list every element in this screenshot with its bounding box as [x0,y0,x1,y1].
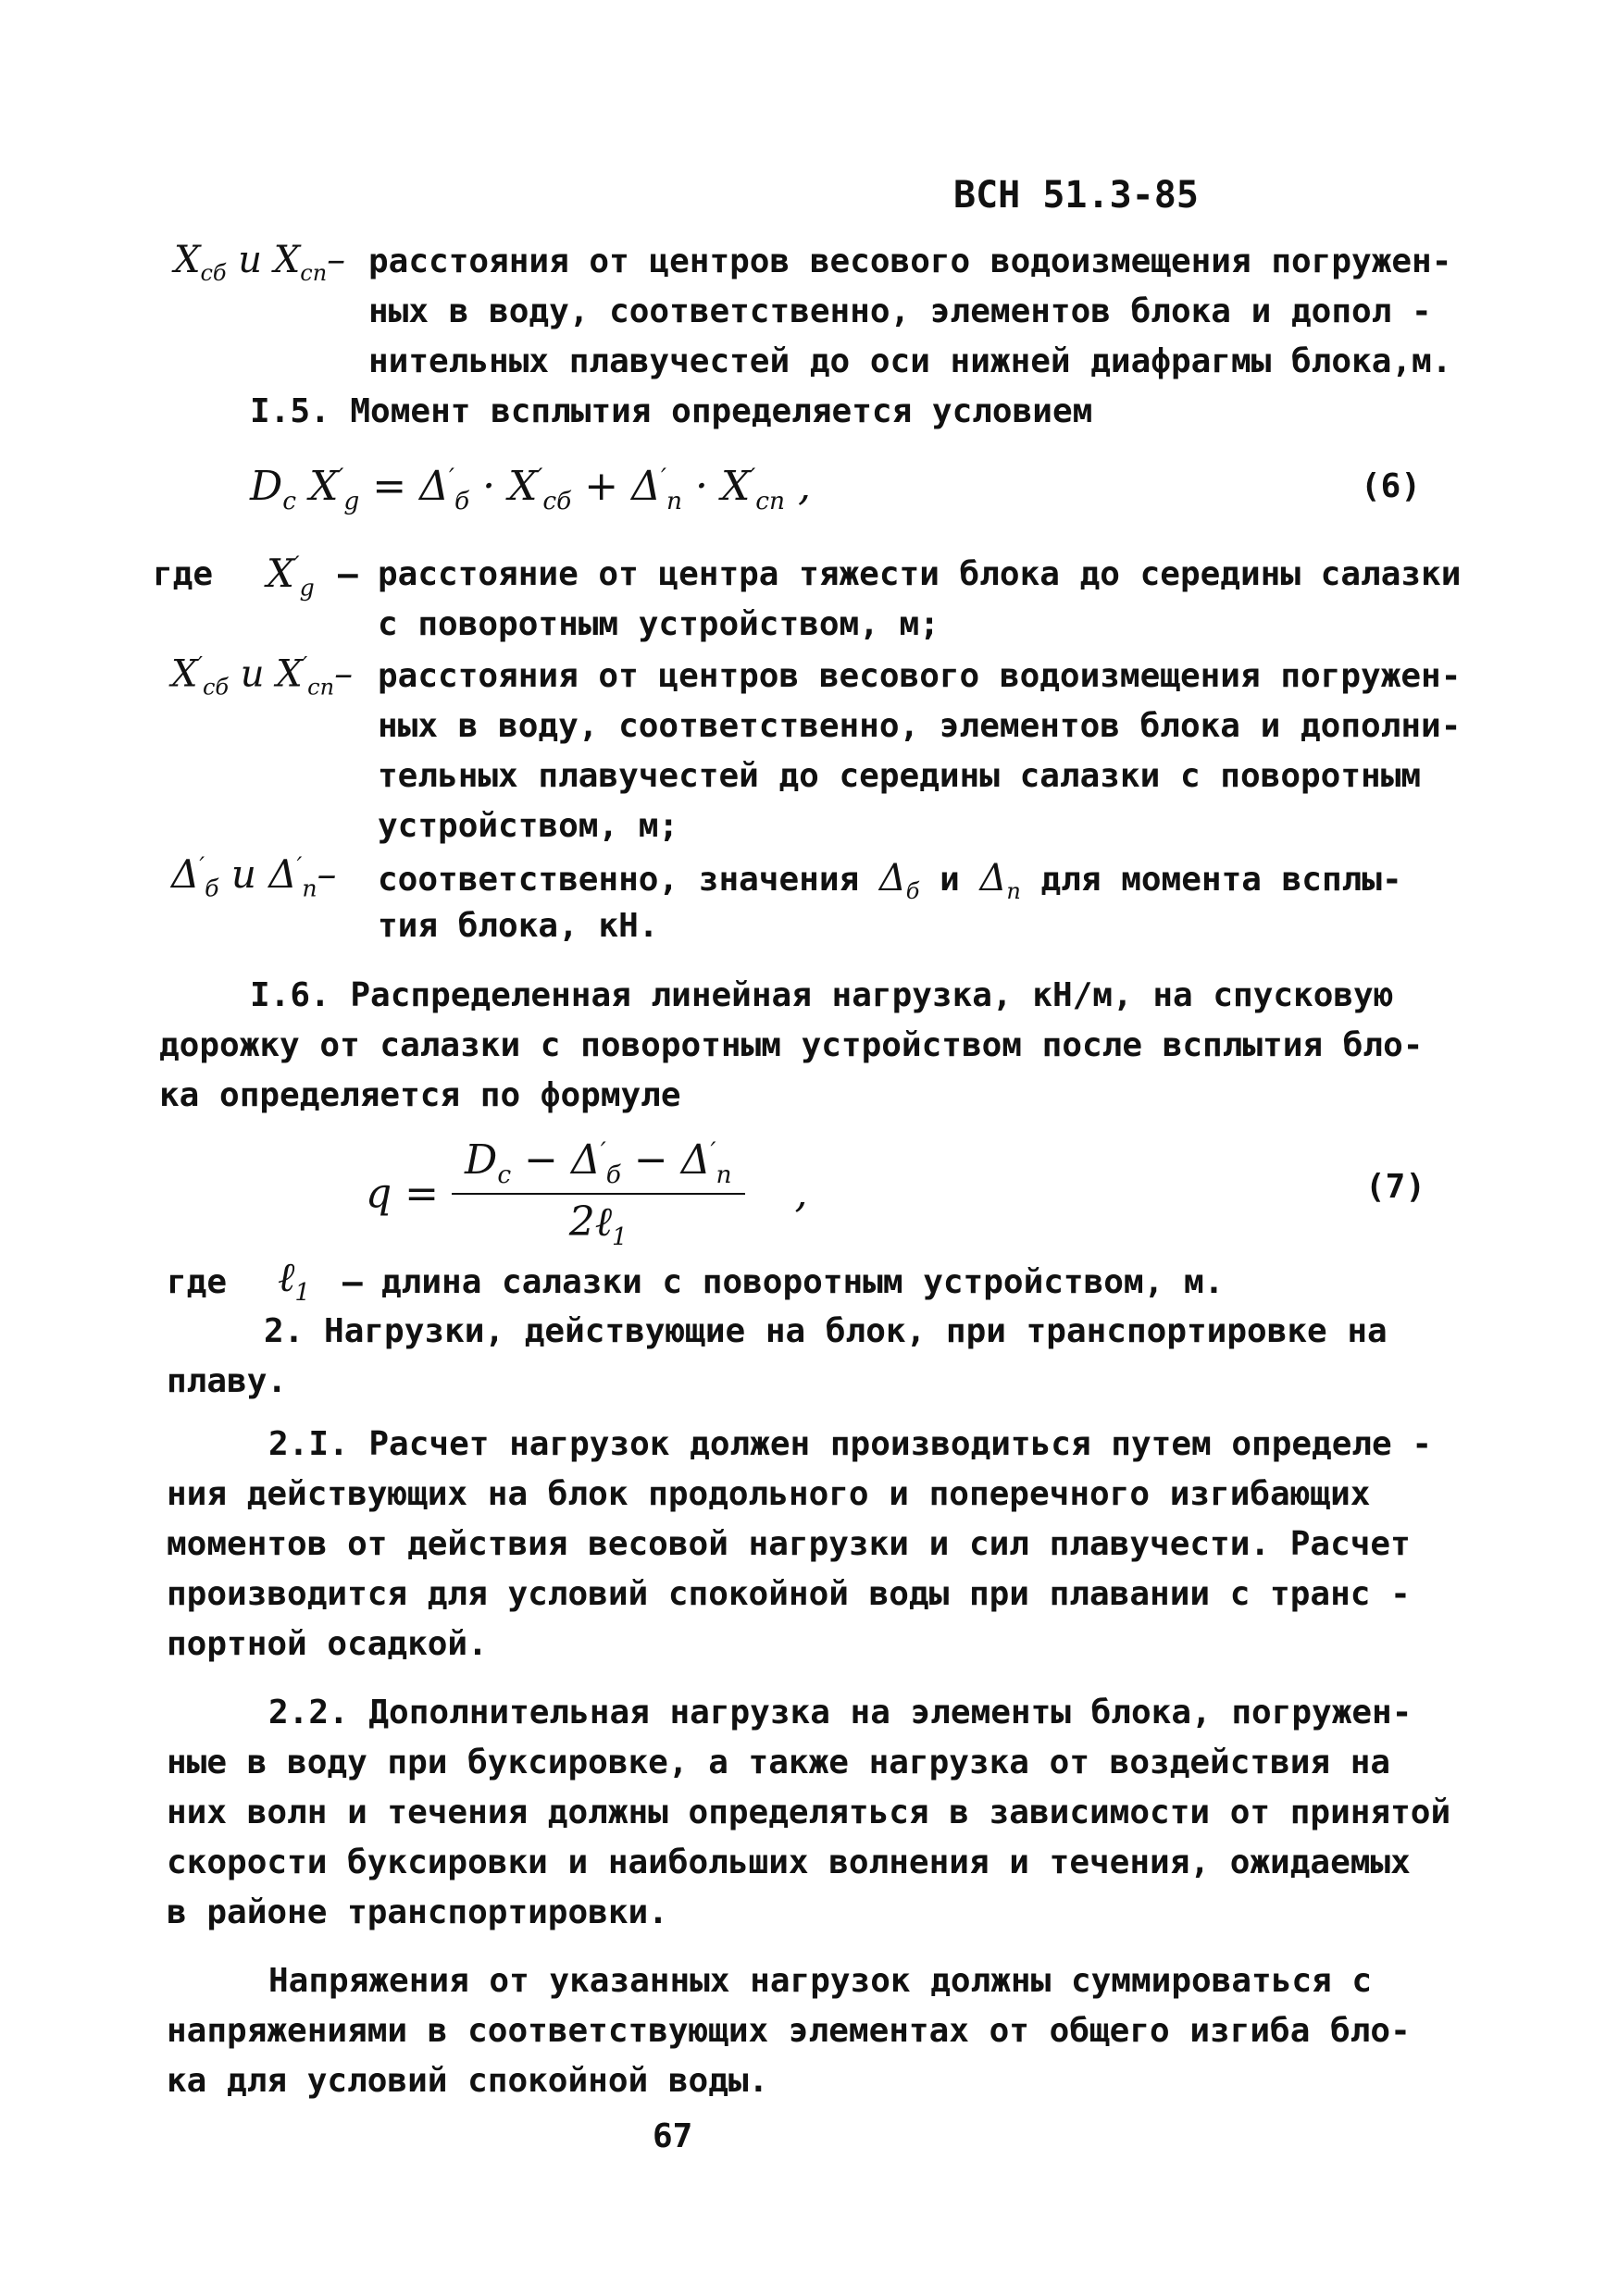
section-2-1-line: ния действующих на блок продольного и поперечного изгибающих [167,1475,1371,1513]
section-2-2-line: в районе транспортировки. [167,1893,668,1931]
section-2-2-line: 2.2. Дополнительная нагрузка на элементы блока, погружен- [268,1694,1413,1731]
where1-dash: – [338,555,358,593]
section-1-6-line: I.6. Распределенная линейная нагрузка, кН/м, на спусковую [250,976,1394,1014]
defs2-line: устройством, м; [378,807,679,845]
section-2-1-line: портной осадкой. [167,1625,488,1663]
where2-text: длина салазки с поворотным устройством, м. [381,1263,1225,1301]
where1-line: с поворотным устройством, м; [378,605,940,643]
defs3-line: соответственно, значения $\Delta_б$ и $\Delta_n$ для момента всплы- [378,857,1402,904]
section-1-6-line: дорожку от салазки с поворотным устройством после всплытия бло- [159,1026,1424,1064]
section-2-1-line: 2.I. Расчет нагрузок должен производиться путем определе - [268,1425,1433,1463]
section-2-2-line: них волн и течения должны определяться в зависимости от принятой [167,1793,1451,1831]
equation-6-number: (6) [1361,467,1422,505]
equation-7: q = $\frac{D_c - \Delta'_б - \Delta'_n}{2\ell_1}$ , [366,1136,808,1251]
where1-symbol: $X'_g$ [267,551,315,602]
defs3-line: тия блока, кН. [378,907,659,945]
section-2-1-line: моментов от действия весовой нагрузки и сил плавучести. Расчет [167,1525,1411,1563]
defs3-symbol: $\Delta'_б$ и $\Delta'_n-$ [171,851,337,902]
stress-paragraph-line: Напряжения от указанных нагрузок должны суммироваться с [268,1962,1373,2000]
equation-7-number: (7) [1365,1168,1426,1206]
document-code: ВСН 51.3-85 [953,174,1199,217]
defs1-line: ных в воду, соответственно, элементов блока и допол - [368,292,1432,330]
equation-6: $D_c$ $X'_g = \Delta'_б \cdot X'_{cб} + \Delta'_n \cdot X'_{cn}$ , [250,463,812,515]
where-word: где [167,1263,228,1301]
section-2-line: 2. Нагрузки, действующие на блок, при транспортировке на [264,1312,1388,1350]
defs1-symbol: $X_{cб}$ и $X_{cn}-$ [174,239,346,286]
stress-paragraph-line: напряжениями в соответствующих элементах от общего изгиба бло- [167,2012,1411,2050]
defs2-symbol: $X'_{cб}$ и $X'_{cn}-$ [171,652,354,701]
section-1-6-line: ка определяется по формуле [159,1076,681,1114]
where-word: где [153,555,214,593]
defs1-line: расстояния от центров весового водоизмещения погружен- [368,242,1452,280]
section-2-2-line: скорости буксировки и наибольших волнения и течения, ожидаемых [167,1843,1411,1881]
section-2-line: плаву. [167,1362,288,1400]
defs1-line: нительных плавучестей до оси нижней диафрагмы блока,м. [368,342,1452,380]
where2-symbol: ℓ$_1$ [278,1254,311,1307]
defs2-line: расстояния от центров весового водоизмещения погружен- [378,657,1462,695]
defs2-line: тельных плавучестей до середины салазки с поворотным [378,757,1422,795]
defs2-line: ных в воду, соответственно, элементов блока и дополни- [378,707,1462,745]
where2-dash: – [342,1263,363,1301]
section-2-2-line: ные в воду при буксировке, а также нагрузка от воздействия на [167,1744,1391,1781]
page-number: 67 [653,2117,693,2155]
section-1-5-heading: I.5. Момент всплытия определяется условием [250,392,1093,430]
where1-line: расстояние от центра тяжести блока до середины салазки [378,555,1462,593]
stress-paragraph-line: ка для условий спокойной воды. [167,2062,769,2100]
section-2-1-line: производится для условий спокойной воды при плавании с транс - [167,1575,1411,1613]
